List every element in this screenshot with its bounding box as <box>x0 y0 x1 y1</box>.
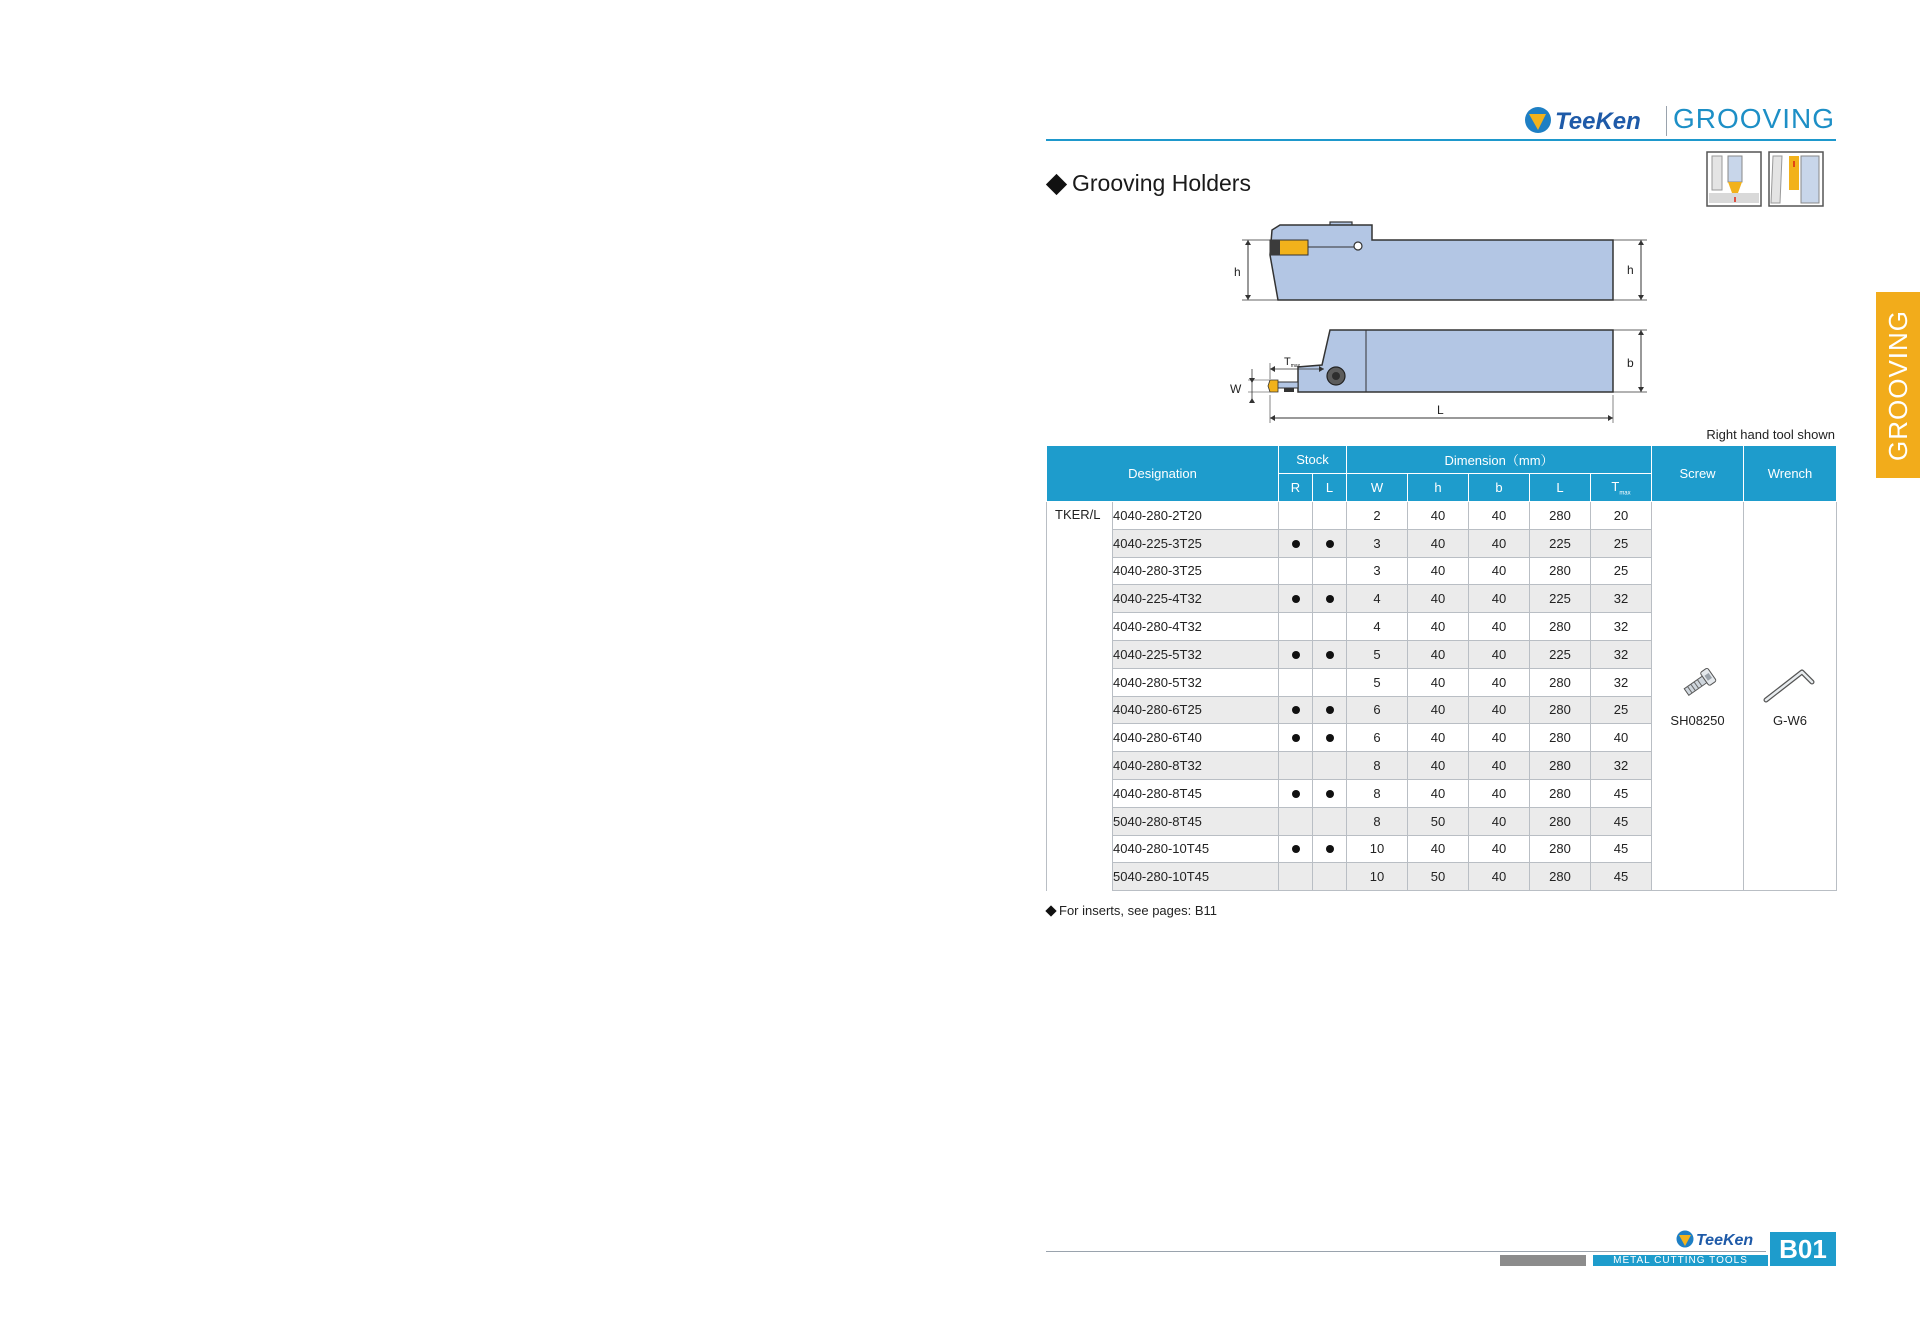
insert-note: For inserts, see pages: B11 <box>1045 903 1217 918</box>
h-cell: 40 <box>1408 502 1469 530</box>
header-b: b <box>1469 474 1530 502</box>
designation-cell: 4040-280-8T45 <box>1113 779 1279 807</box>
l-cell: 280 <box>1530 613 1591 641</box>
tmax-cell: 32 <box>1591 752 1652 780</box>
b-cell: 40 <box>1469 835 1530 863</box>
w-cell: 5 <box>1347 640 1408 668</box>
top-view <box>1230 330 1647 423</box>
tool-note: Right hand tool shown <box>1706 427 1835 442</box>
b-cell: 40 <box>1469 696 1530 724</box>
header-dimension: Dimension（mm） <box>1347 446 1652 474</box>
dim-label-l: L <box>1437 403 1444 417</box>
tmax-cell: 32 <box>1591 613 1652 641</box>
screw-icon <box>1676 664 1720 704</box>
header-designation: Designation <box>1047 446 1279 502</box>
w-cell: 4 <box>1347 613 1408 641</box>
w-cell: 3 <box>1347 557 1408 585</box>
header-stock-r: R <box>1279 474 1313 502</box>
l-cell: 280 <box>1530 696 1591 724</box>
l-cell: 280 <box>1530 807 1591 835</box>
stock-l-cell <box>1313 529 1347 557</box>
stock-l-cell <box>1313 807 1347 835</box>
h-cell: 40 <box>1408 724 1469 752</box>
svg-text:TeeKen: TeeKen <box>1696 1232 1754 1249</box>
b-cell: 40 <box>1469 779 1530 807</box>
tmax-cell: 25 <box>1591 529 1652 557</box>
table-row <box>1047 502 1837 530</box>
stock-r-cell <box>1279 752 1313 780</box>
stock-r-cell <box>1279 779 1313 807</box>
footer-brand-logo <box>1676 1228 1768 1250</box>
b-cell: 40 <box>1469 557 1530 585</box>
tmax-cell: 32 <box>1591 668 1652 696</box>
w-cell: 8 <box>1347 807 1408 835</box>
hex-wrench-icon <box>1762 664 1818 704</box>
h-cell: 40 <box>1408 835 1469 863</box>
designation-prefix: TKER/L <box>1047 502 1113 891</box>
designation-cell: 4040-280-2T20 <box>1113 502 1279 530</box>
in-stock-dot-icon <box>1292 651 1300 659</box>
header-l: L <box>1530 474 1591 502</box>
h-cell: 40 <box>1408 696 1469 724</box>
designation-cell: 4040-280-4T32 <box>1113 613 1279 641</box>
b-cell: 40 <box>1469 585 1530 613</box>
l-cell: 280 <box>1530 724 1591 752</box>
b-cell: 40 <box>1469 752 1530 780</box>
h-cell: 40 <box>1408 640 1469 668</box>
section-title: GROOVING <box>1673 103 1836 134</box>
w-cell: 6 <box>1347 696 1408 724</box>
header-wrench: Wrench <box>1744 446 1837 502</box>
stock-l-cell <box>1313 779 1347 807</box>
tmax-cell: 45 <box>1591 779 1652 807</box>
tmax-cell: 45 <box>1591 807 1652 835</box>
w-cell: 5 <box>1347 668 1408 696</box>
stock-l-cell <box>1313 640 1347 668</box>
in-stock-dot-icon <box>1292 706 1300 714</box>
footer-gray-bar <box>1500 1255 1586 1266</box>
l-cell: 225 <box>1530 640 1591 668</box>
w-cell: 2 <box>1347 502 1408 530</box>
designation-cell: 5040-280-8T45 <box>1113 807 1279 835</box>
h-cell: 40 <box>1408 613 1469 641</box>
w-cell: 6 <box>1347 724 1408 752</box>
stock-r-cell <box>1279 668 1313 696</box>
diamond-bullet-icon <box>1046 174 1067 195</box>
tmax-cell: 25 <box>1591 557 1652 585</box>
b-cell: 40 <box>1469 807 1530 835</box>
designation-cell: 4040-225-3T25 <box>1113 529 1279 557</box>
b-cell: 40 <box>1469 724 1530 752</box>
stock-r-cell <box>1279 529 1313 557</box>
brand-logo <box>1524 104 1664 136</box>
b-cell: 40 <box>1469 668 1530 696</box>
stock-l-cell <box>1313 668 1347 696</box>
stock-r-cell <box>1279 613 1313 641</box>
stock-l-cell <box>1313 752 1347 780</box>
stock-r-cell <box>1279 696 1313 724</box>
stock-l-cell <box>1313 557 1347 585</box>
stock-l-cell <box>1313 835 1347 863</box>
grooving-application-icon <box>1706 151 1762 207</box>
stock-r-cell <box>1279 863 1313 891</box>
designation-cell: 4040-280-8T32 <box>1113 752 1279 780</box>
l-cell: 280 <box>1530 752 1591 780</box>
dim-label-h-left: h <box>1234 265 1241 279</box>
header-w: W <box>1347 474 1408 502</box>
dim-label-h-right: h <box>1627 263 1634 277</box>
w-cell: 8 <box>1347 779 1408 807</box>
stock-l-cell <box>1313 613 1347 641</box>
diamond-bullet-icon <box>1045 905 1056 916</box>
tmax-cell: 20 <box>1591 502 1652 530</box>
header-divider <box>1666 106 1667 136</box>
h-cell: 40 <box>1408 779 1469 807</box>
h-cell: 40 <box>1408 557 1469 585</box>
l-cell: 280 <box>1530 668 1591 696</box>
tmax-cell: 45 <box>1591 835 1652 863</box>
designation-cell: 4040-280-10T45 <box>1113 835 1279 863</box>
h-cell: 40 <box>1408 752 1469 780</box>
header-tmax: $T_{max}$ <box>1591 474 1652 502</box>
in-stock-dot-icon <box>1326 706 1334 714</box>
l-cell: 225 <box>1530 529 1591 557</box>
wrench-label: G-W6 <box>1773 713 1807 729</box>
tmax-cell: 40 <box>1591 724 1652 752</box>
tool-diagram <box>1200 215 1660 430</box>
b-cell: 40 <box>1469 863 1530 891</box>
header-screw: Screw <box>1652 446 1744 502</box>
in-stock-dot-icon <box>1292 595 1300 603</box>
stock-r-cell <box>1279 557 1313 585</box>
in-stock-dot-icon <box>1326 651 1334 659</box>
h-cell: 50 <box>1408 807 1469 835</box>
face-grooving-application-icon <box>1768 151 1824 207</box>
tmax-cell: 32 <box>1591 640 1652 668</box>
stock-l-cell <box>1313 724 1347 752</box>
in-stock-dot-icon <box>1326 845 1334 853</box>
in-stock-dot-icon <box>1292 790 1300 798</box>
stock-r-cell <box>1279 724 1313 752</box>
screw-cell <box>1652 502 1744 891</box>
stock-r-cell <box>1279 807 1313 835</box>
screw-label: SH08250 <box>1670 713 1725 729</box>
h-cell: 40 <box>1408 529 1469 557</box>
tmax-cell: 32 <box>1591 585 1652 613</box>
designation-cell: 4040-280-3T25 <box>1113 557 1279 585</box>
page-number-badge: B01 <box>1770 1232 1836 1266</box>
in-stock-dot-icon <box>1292 734 1300 742</box>
in-stock-dot-icon <box>1326 595 1334 603</box>
page-title <box>1045 170 1251 197</box>
designation-cell: 4040-280-6T40 <box>1113 724 1279 752</box>
designation-cell: 4040-225-5T32 <box>1113 640 1279 668</box>
b-cell: 40 <box>1469 640 1530 668</box>
b-cell: 40 <box>1469 502 1530 530</box>
designation-cell: 4040-280-6T25 <box>1113 696 1279 724</box>
side-tab-label: GROOVING <box>1882 309 1913 461</box>
page-title-text: Grooving Holders <box>1072 170 1251 196</box>
h-cell: 40 <box>1408 585 1469 613</box>
dim-label-w: W <box>1230 382 1242 396</box>
in-stock-dot-icon <box>1326 734 1334 742</box>
l-cell: 280 <box>1530 835 1591 863</box>
in-stock-dot-icon <box>1292 540 1300 548</box>
stock-r-cell <box>1279 835 1313 863</box>
tmax-cell: 25 <box>1591 696 1652 724</box>
designation-cell: 4040-280-5T32 <box>1113 668 1279 696</box>
stock-l-cell <box>1313 585 1347 613</box>
wrench-cell <box>1744 502 1837 891</box>
b-cell: 40 <box>1469 529 1530 557</box>
dim-label-tmax: Tmax <box>1284 356 1301 369</box>
designation-cell: 5040-280-10T45 <box>1113 863 1279 891</box>
designation-cell: 4040-225-4T32 <box>1113 585 1279 613</box>
stock-l-cell <box>1313 502 1347 530</box>
header-stock-l: L <box>1313 474 1347 502</box>
w-cell: 10 <box>1347 863 1408 891</box>
in-stock-dot-icon <box>1326 540 1334 548</box>
spec-table <box>1046 445 1837 891</box>
header-stock: Stock <box>1279 446 1347 474</box>
h-cell: 40 <box>1408 668 1469 696</box>
stock-l-cell <box>1313 696 1347 724</box>
w-cell: 8 <box>1347 752 1408 780</box>
l-cell: 225 <box>1530 585 1591 613</box>
stock-l-cell <box>1313 863 1347 891</box>
stock-r-cell <box>1279 502 1313 530</box>
w-cell: 4 <box>1347 585 1408 613</box>
side-view <box>1234 222 1647 300</box>
dim-label-b: b <box>1627 356 1634 370</box>
l-cell: 280 <box>1530 557 1591 585</box>
header-h: h <box>1408 474 1469 502</box>
stock-r-cell <box>1279 640 1313 668</box>
l-cell: 280 <box>1530 863 1591 891</box>
w-cell: 10 <box>1347 835 1408 863</box>
table-header-row <box>1047 446 1837 474</box>
l-cell: 280 <box>1530 779 1591 807</box>
footer-rule <box>1046 1251 1766 1252</box>
tmax-cell: 45 <box>1591 863 1652 891</box>
stock-r-cell <box>1279 585 1313 613</box>
b-cell: 40 <box>1469 613 1530 641</box>
header-rule <box>1046 139 1836 141</box>
w-cell: 3 <box>1347 529 1408 557</box>
brand-name: TeeKen <box>1555 108 1641 135</box>
footer-label-bar: METAL CUTTING TOOLS <box>1593 1255 1768 1266</box>
l-cell: 280 <box>1530 502 1591 530</box>
h-cell: 50 <box>1408 863 1469 891</box>
in-stock-dot-icon <box>1326 790 1334 798</box>
in-stock-dot-icon <box>1292 845 1300 853</box>
